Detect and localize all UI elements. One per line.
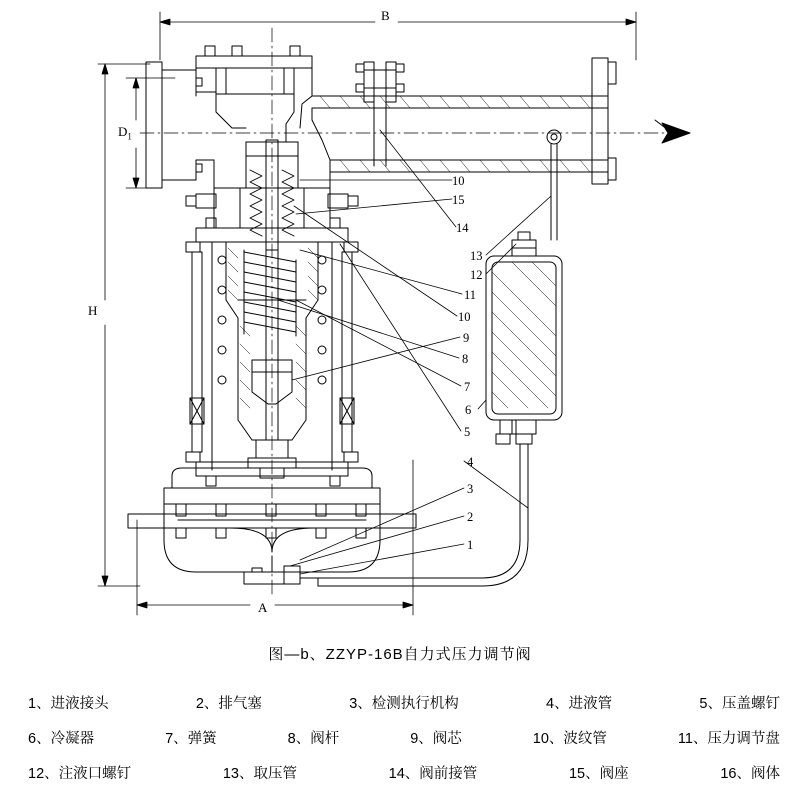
leader-number-2: 2 — [467, 510, 474, 524]
legend-item: 14、阀前接管 — [388, 766, 478, 782]
dimension-label-h: H — [88, 303, 98, 318]
leader-number-3: 3 — [467, 482, 474, 496]
leader-number-11: 11 — [464, 288, 477, 302]
legend-item: 4、进液管 — [546, 696, 613, 712]
pressure-tube — [551, 144, 557, 240]
legend-item: 3、检测执行机构 — [349, 696, 459, 712]
legend-item: 8、阀杆 — [287, 731, 340, 747]
legend-item: 5、压盖螺钉 — [699, 696, 780, 712]
leader-number-4: 4 — [467, 455, 474, 469]
legend-row — [28, 692, 800, 713]
inlet-flange — [146, 62, 216, 188]
legend-item: 1、进液接头 — [28, 696, 109, 712]
legend-item: 12、注液口螺钉 — [28, 766, 132, 782]
leader-number-15: 15 — [452, 193, 465, 207]
leader-number-10a: 10 — [452, 174, 465, 188]
leader-number-1: 1 — [467, 538, 474, 552]
dimension-label-a: A — [258, 600, 268, 615]
legend-item: 15、阀座 — [568, 766, 629, 782]
legend-item: 10、波纹管 — [532, 731, 607, 747]
leader-number-7: 7 — [464, 380, 471, 394]
condenser — [486, 232, 562, 444]
inlet-connector — [244, 556, 318, 584]
leader-number-9: 9 — [463, 331, 470, 345]
leader-number-10b: 10 — [458, 310, 471, 324]
legend-item: 13、取压管 — [222, 766, 297, 782]
dimension-label-d1: $D_1$ — [118, 124, 132, 142]
legend-item: 6、冷凝器 — [28, 731, 95, 747]
valve-body-upper — [196, 46, 312, 142]
flow-arrow — [655, 120, 690, 143]
leader-number-12: 12 — [470, 268, 483, 282]
dimension-line-h — [98, 64, 150, 586]
legend-item: 2、排气塞 — [195, 696, 262, 712]
dimension-line-b — [160, 12, 636, 60]
legend-item: 16、阀体 — [720, 766, 780, 782]
leader-number-8: 8 — [462, 352, 469, 366]
legend-item: 9、阀芯 — [410, 731, 462, 747]
leader-number-13: 13 — [470, 249, 483, 263]
legend-row — [28, 762, 800, 783]
pipe-flange-joint — [356, 62, 404, 166]
leader-number-6: 6 — [465, 403, 472, 417]
legend-row — [28, 727, 798, 748]
figure-caption: 图—b、ZZYP-16B自力式压力调节阀 — [268, 646, 532, 663]
leader-number-5: 5 — [464, 425, 471, 439]
legend-item: 7、弹簧 — [165, 731, 217, 747]
dimension-label-b: B — [381, 8, 390, 23]
outlet-pipe — [300, 58, 616, 184]
legend-item: 11、压力调节盘 — [677, 731, 780, 747]
leader-number-14: 14 — [456, 221, 469, 235]
